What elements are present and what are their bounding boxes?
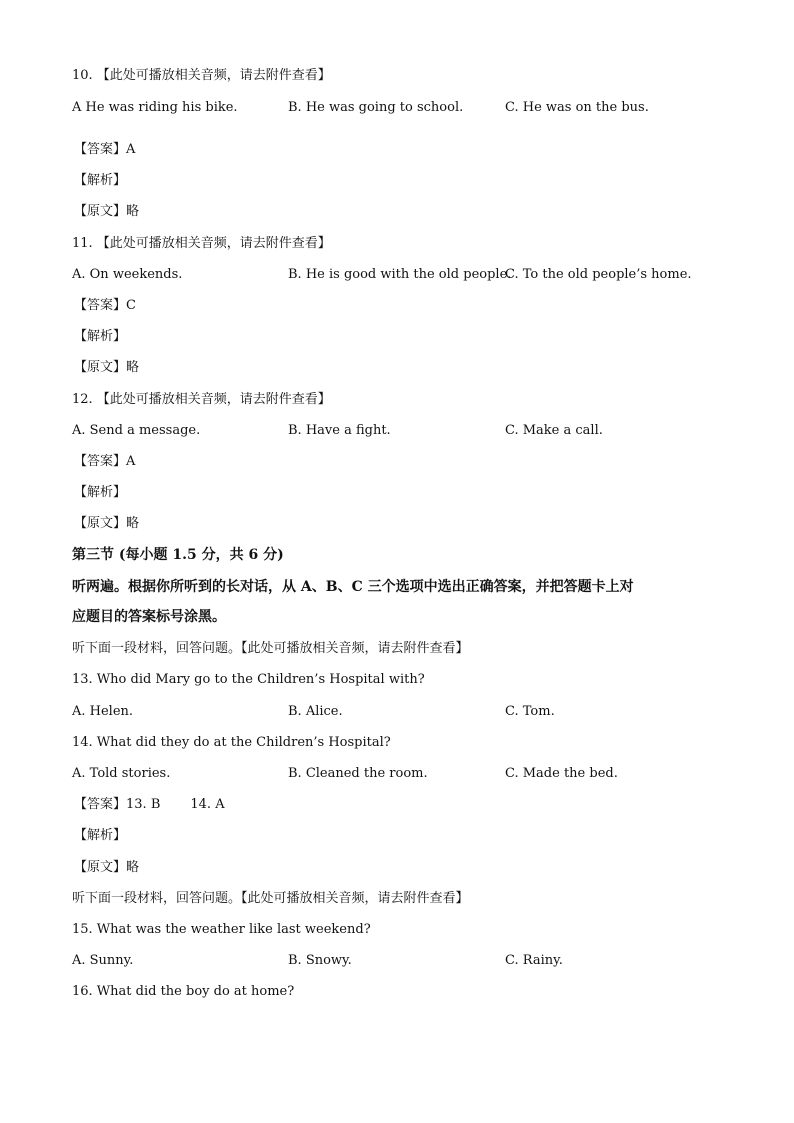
question-11-option-b: B. He is good with the old people. [288,267,512,282]
question-13-option-b: B. Alice. [288,704,343,719]
question-10-analysis: 【解析】 [74,173,127,188]
answer-13: 13. B [126,797,161,812]
question-10-original: 【原文】略 [74,204,140,219]
answer-14: 14. A [190,797,225,812]
question-11-analysis: 【解析】 [74,329,127,344]
question-10-stem: 10. 【此处可播放相关音频，请去附件查看】 [72,68,331,83]
question-11-option-c: C. To the old people’s home. [505,267,692,282]
question-14-option-a: A. Told stories. [72,766,171,781]
question-10-answer: 【答案】A [74,142,136,157]
question-12-original: 【原文】略 [74,516,140,531]
question-15-option-c: C. Rainy. [505,953,563,968]
question-15-option-a: A. Sunny. [72,953,134,968]
question-12-option-a: A. Send a message. [72,423,201,438]
question-10-option-c: C. He was on the bus. [505,100,649,115]
question-11-answer: 【答案】C [74,298,136,313]
material-2-intro: 听下面一段材料，回答问题。【此处可播放相关音频，请去附件查看】 [72,891,469,906]
question-15-option-b: B. Snowy. [288,953,352,968]
question-10-option-a: A He was riding his bike. [72,100,238,115]
question-12-option-b: B. Have a fight. [288,423,391,438]
section-3-instruction-line-2: 应题目的答案标号涂黑。 [72,609,226,625]
question-16-stem: 16. What did the boy do at home? [72,984,295,999]
question-13-option-a: A. Helen. [72,704,134,719]
question-14-stem: 14. What did they do at the Children’s Hospital? [72,735,391,750]
material-1-intro: 听下面一段材料，回答问题。【此处可播放相关音频，请去附件查看】 [72,641,469,656]
question-11-stem: 11. 【此处可播放相关音频，请去附件查看】 [72,236,331,251]
question-12-stem: 12. 【此处可播放相关音频，请去附件查看】 [72,392,331,407]
section-3-instruction-line-1: 听两遍。根据你所听到的长对话，从 A、B、C 三个选项中选出正确答案，并把答题卡上对 [72,579,634,595]
question-10-option-b: B. He was going to school. [288,100,464,115]
question-13-stem: 13. Who did Mary go to the Children’s Hospital with? [72,672,425,687]
question-15-stem: 15. What was the weather like last weekend? [72,922,371,937]
question-14-option-c: C. Made the bed. [505,766,618,781]
question-11-original: 【原文】略 [74,360,140,375]
question-12-answer: 【答案】A [74,454,136,469]
answer-label: 【答案】 [74,797,127,812]
material-1-answer [74,797,225,813]
question-13-option-c: C. Tom. [505,704,555,719]
question-14-option-b: B. Cleaned the room. [288,766,428,781]
material-1-original: 【原文】略 [74,860,140,875]
question-11-option-a: A. On weekends. [72,267,183,282]
question-12-analysis: 【解析】 [74,485,127,500]
section-3-heading: 第三节 (每小题 1.5 分，共 6 分) [72,547,284,563]
material-1-analysis: 【解析】 [74,828,127,843]
question-12-option-c: C. Make a call. [505,423,603,438]
